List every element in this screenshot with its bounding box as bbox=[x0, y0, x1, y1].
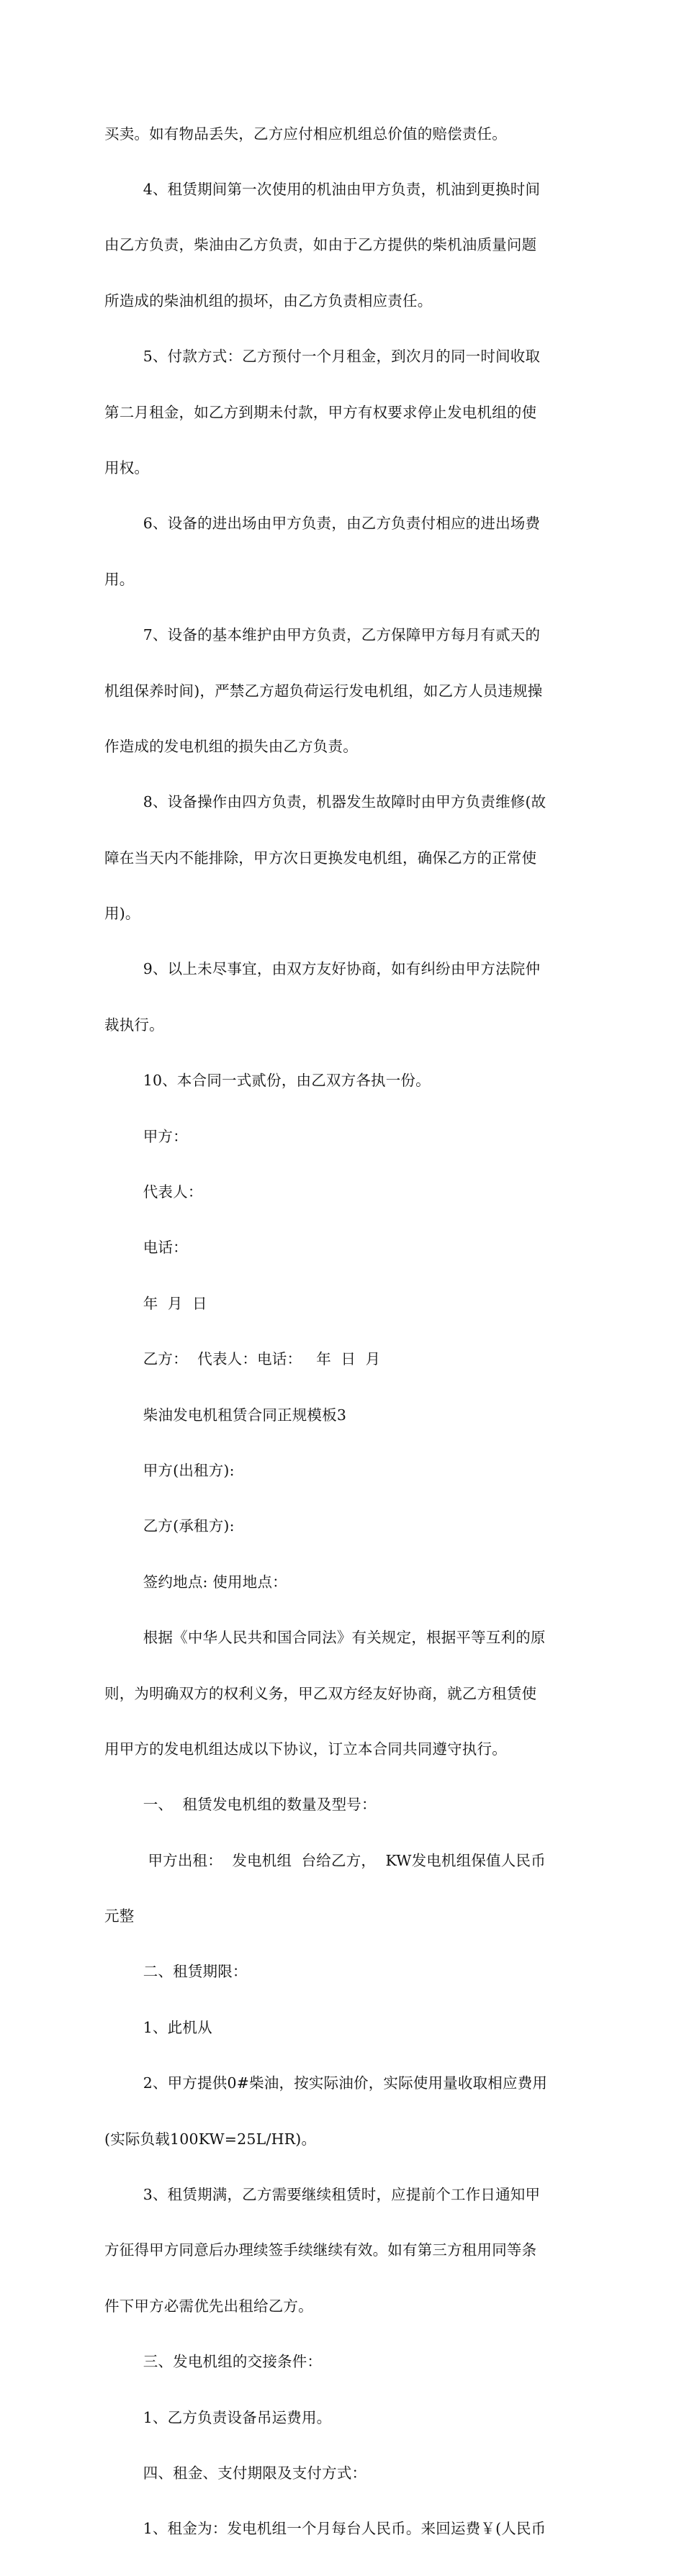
text-line: 8、设备操作由四方负责，机器发生故障时由甲方负责维修(故 bbox=[104, 793, 546, 811]
text-line: 乙方(承租方): bbox=[104, 1517, 235, 1535]
text-line: 2、甲方提供0#柴油，按实际油价，实际使用量收取相应费用 bbox=[104, 2074, 548, 2092]
text-line: 9、以上未尽事宜，由双方友好协商，如有纠纷由甲方法院仲 bbox=[104, 960, 541, 978]
text-line: 则，为明确双方的权利义务，甲乙双方经友好协商，就乙方租赁使 bbox=[104, 1684, 537, 1702]
text-line: 代表人： bbox=[104, 1183, 203, 1201]
text-line: 5、付款方式：乙方预付一个月租金，到次月的同一时间收取 bbox=[104, 348, 541, 366]
text-line: (实际负载100KW=25L/HR)。 bbox=[104, 2130, 317, 2148]
text-line: 裁执行。 bbox=[104, 1016, 164, 1034]
text-line: 件下甲方必需优先出租给乙方。 bbox=[104, 2297, 313, 2315]
text-line: 签约地点: 使用地点： bbox=[104, 1573, 287, 1591]
text-line: 用甲方的发电机组达成以下协议，订立本合同共同遵守执行。 bbox=[104, 1740, 507, 1758]
text-line: 元整 bbox=[104, 1907, 135, 1925]
text-line: 4、租赁期间第一次使用的机油由甲方负责，机油到更换时间 bbox=[104, 180, 541, 198]
text-line: 买卖。如有物品丢失，乙方应付相应机组总价值的赔偿责任。 bbox=[104, 125, 507, 143]
text-line: 障在当天内不能排除，甲方次日更换发电机组，确保乙方的正常使 bbox=[104, 849, 537, 867]
text-line: 三、发电机组的交接条件： bbox=[104, 2353, 323, 2371]
text-line: 甲方： bbox=[104, 1127, 188, 1145]
text-line: 根据《中华人民共和国合同法》有关规定，根据平等互利的原 bbox=[104, 1629, 546, 1647]
text-line: 第二月租金，如乙方到期未付款，甲方有权要求停止发电机组的使 bbox=[104, 403, 537, 421]
text-line: 用。 bbox=[104, 570, 135, 588]
text-line: 用)。 bbox=[104, 905, 140, 923]
text-line: 方征得甲方同意后办理续签手续继续有效。如有第三方租用同等条 bbox=[104, 2241, 537, 2259]
text-line: 1、租金为：发电机组一个月每台人民币。来回运费￥(人民币 bbox=[104, 2520, 546, 2538]
text-line: 作造成的发电机组的损失由乙方负责。 bbox=[104, 737, 358, 755]
text-line: 四、租金、支付期限及支付方式： bbox=[104, 2464, 367, 2482]
text-line: 用权。 bbox=[104, 458, 150, 476]
text-line: 柴油发电机租赁合同正规模板3 bbox=[104, 1406, 347, 1424]
text-line: 年 月 日 bbox=[104, 1294, 207, 1312]
text-line: 电话： bbox=[104, 1239, 188, 1257]
text-line: 机组保养时间)，严禁乙方超负荷运行发电机组，如乙方人员违规操 bbox=[104, 682, 543, 700]
text-line: 3、租赁期满，乙方需要继续租赁时，应提前个工作日通知甲 bbox=[104, 2186, 541, 2204]
text-line: 二、租赁期限： bbox=[104, 1963, 248, 1981]
text-line: 乙方： 代表人：电话： 年 日 月 bbox=[104, 1350, 381, 1368]
document-body bbox=[104, 88, 587, 2576]
text-line: 由乙方负责，柴油由乙方负责，如由于乙方提供的柴机油质量问题 bbox=[104, 236, 537, 254]
text-line: 甲方出租： 发电机组 台给乙方， KW发电机组保值人民币 bbox=[104, 1851, 546, 1869]
text-line: 甲方(出租方): bbox=[104, 1461, 235, 1479]
text-line: 1、乙方负责设备吊运费用。 bbox=[104, 2408, 332, 2426]
text-line: 7、设备的基本维护由甲方负责，乙方保障甲方每月有贰天的 bbox=[104, 626, 541, 644]
text-line: 一、 租赁发电机组的数量及型号： bbox=[104, 1796, 377, 1814]
text-line: 1、此机从 bbox=[104, 2018, 212, 2036]
text-line: 6、设备的进出场由甲方负责，由乙方负责付相应的进出场费 bbox=[104, 515, 541, 533]
text-line: 10、本合同一式贰份，由乙双方各执一份。 bbox=[104, 1072, 431, 1090]
text-line: 所造成的柴油机组的损坏，由乙方负责相应责任。 bbox=[104, 292, 433, 309]
